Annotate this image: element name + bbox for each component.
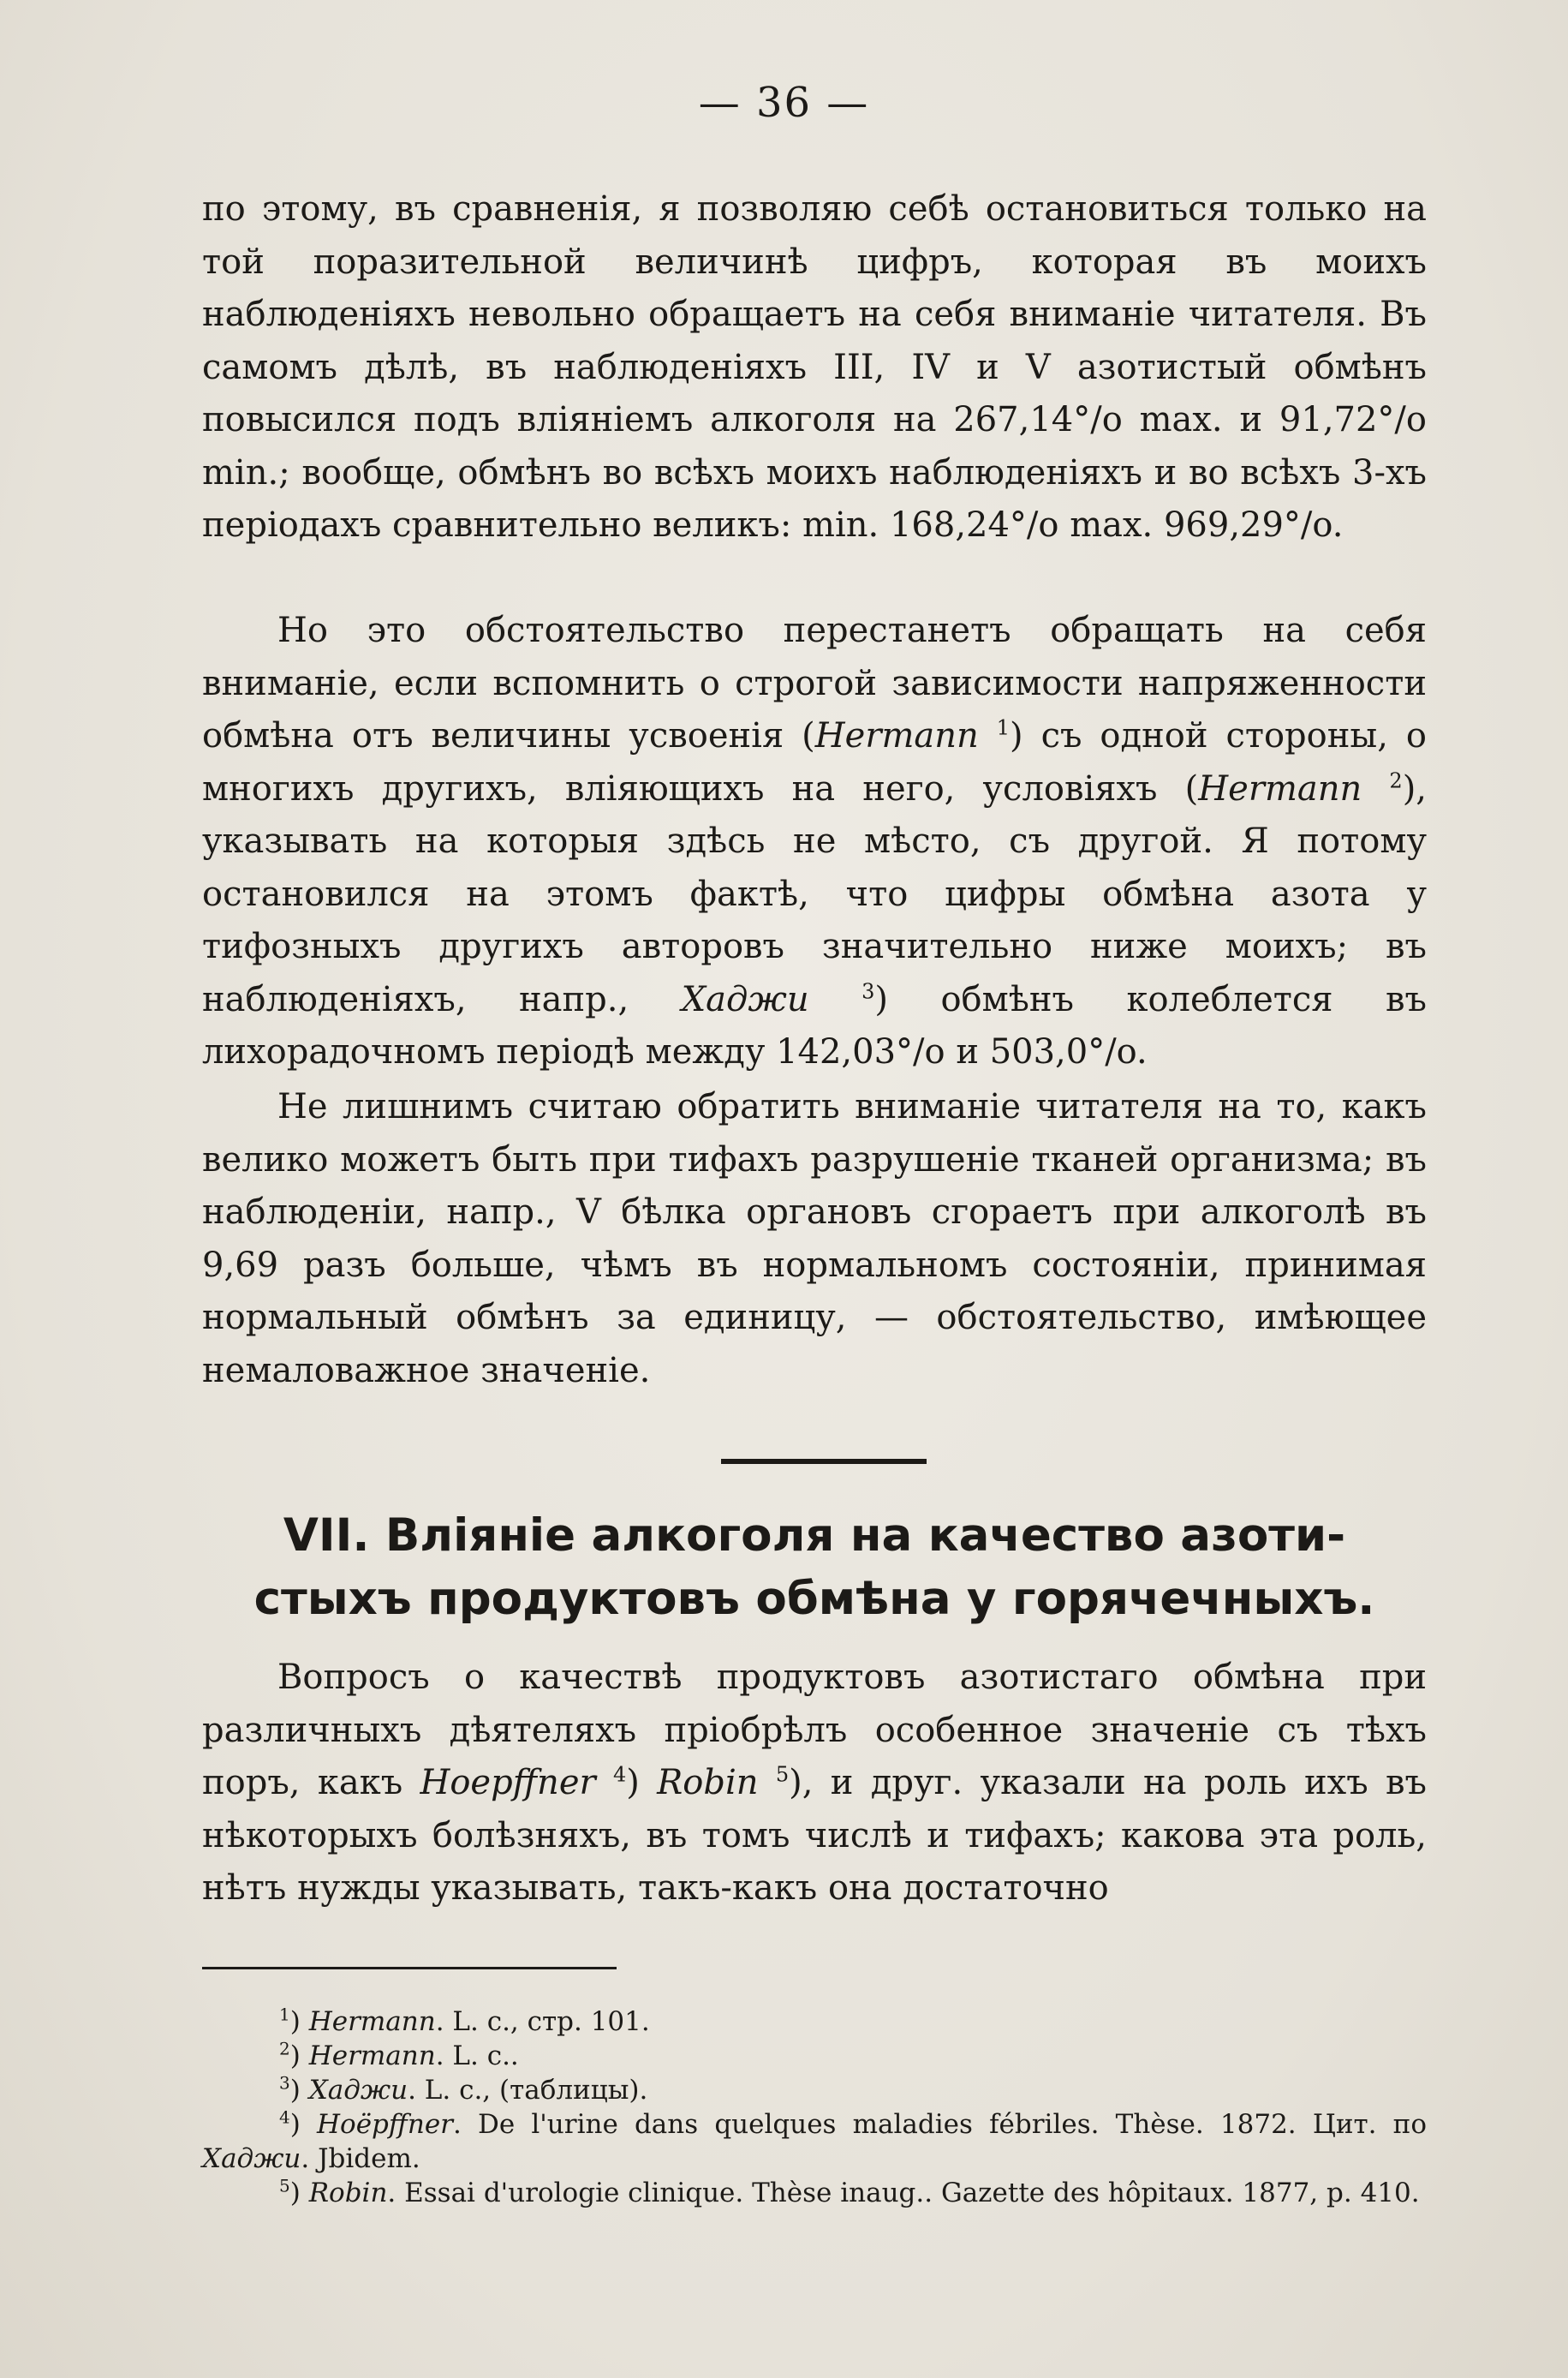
footnote-number: 2 <box>279 2038 290 2059</box>
text-run: ), указывать на которыя здѣсь не мѣсто, съ другой. Я потому остановился на этомъ фактѣ, что цифры обмѣна азота у тифозныхъ другихъ авторовъ значительно ниже моихъ; въ наблюденіяхъ, напр., <box>202 768 1428 1019</box>
footnote-author: Hermann <box>308 2040 436 2071</box>
section-divider <box>721 1459 927 1464</box>
footnote-text: . De l'urine dans quelques maladies fébriles. Thèse. 1872. Цит. по <box>452 2109 1428 2140</box>
footnote-author: Хаджи <box>202 2143 301 2174</box>
footnote-marker: 5 <box>775 1762 790 1787</box>
footnote-author: Hoëpffner <box>317 2109 453 2140</box>
footnote-text: . L. с., (таблицы). <box>408 2075 648 2106</box>
heading-line-1: VII. Вліяніе алкоголя на качество азоти- <box>283 1509 1346 1562</box>
paragraph-4 <box>202 1652 1427 1915</box>
footnote-author: Hermann <box>308 2006 436 2037</box>
paragraph-text: по этому, въ сравненія, я позволяю себѣ остановиться только на той поразительной величинѣ цифръ, которая въ моихъ наблюденіяхъ невольно обращаетъ на себя вниманіе читателя. Въ самомъ дѣлѣ, въ наблюденіяхъ III, IV и V азотистый обмѣнъ повысился подъ вліяніемъ алкоголя на 267,14°/o max. и 91,72°/o min.; вообще, обмѣнъ во всѣхъ моихъ наблюденіяхъ и во всѣхъ 3-хъ періодахъ сравнительно великъ: min. 168,24°/o max. 969,29°/o. <box>202 189 1427 545</box>
footnote-text: . Essai d'urologie clinique. Thèse inaug.. Gazette des hôpitaux. 1877, p. 410. <box>387 2178 1420 2208</box>
text-run: ) съ одной стороны, о многихъ другихъ, вліяющихъ на него, условіяхъ ( <box>202 716 1427 809</box>
footnote-text: . Jbidem. <box>301 2143 420 2174</box>
author-ref-hermann: Hermann <box>1198 768 1362 809</box>
text-run: Вопросъ о качествѣ продуктовъ азотистаго обмѣна при различныхъ дѣятеляхъ пріобрѣлъ особенное значеніе съ тѣхъ поръ, какъ <box>202 1658 1427 1802</box>
footnote-number: 1 <box>279 2004 290 2025</box>
paragraph-3 <box>202 1081 1427 1397</box>
paragraph-continued <box>202 183 1427 553</box>
footnote-item: $^2$) Hermann. L. с.. <box>279 2038 519 2071</box>
section-heading <box>202 1504 1427 1631</box>
footnote-item: $^1$) Hermann. L. с., стр. 101. <box>279 2004 650 2037</box>
paragraph-2 <box>202 605 1427 1079</box>
footnote-item: $^5$) Robin. Essai d'urologie clinique. Thèse inaug.. Gazette des hôpitaux. 1877, p. 410. <box>279 2175 1420 2208</box>
footnote-marker: 4 <box>612 1762 627 1787</box>
footnote-number: 3 <box>279 2072 290 2094</box>
footnote-divider <box>202 1967 617 1969</box>
footnote-number: 4 <box>279 2106 290 2128</box>
page-number: — 36 — <box>698 79 870 127</box>
footnote-author: Robin <box>308 2178 388 2208</box>
footnote-item: $^3$) Хаджи. L. с., (таблицы). <box>279 2072 648 2106</box>
author-ref-hoepffner: Hoepffner <box>420 1763 596 1802</box>
author-ref-hermann: Hermann <box>814 716 979 756</box>
footnote-marker: 3 <box>862 979 875 1004</box>
footnote-marker: 2 <box>1389 768 1403 793</box>
footnote-marker: 1 <box>996 715 1010 740</box>
author-ref-hadzhi: Хаджи <box>681 979 809 1019</box>
text-run: Но это обстоятельство перестанетъ обращать на себя вниманіе, если вспомнить о строгой зависимости напряженности обмѣна отъ величины усвоенія ( <box>202 611 1427 756</box>
footnote-text: . L. с., стр. 101. <box>435 2006 650 2037</box>
author-ref-robin: Robin <box>657 1763 759 1802</box>
paragraph-text: Не лишнимъ считаю обратить вниманіе читателя на то, какъ велико можетъ быть при тифахъ разрушеніе тканей организма; въ наблюденіи, напр., V бѣлка органовъ сгораетъ при алкоголѣ въ 9,69 разъ больше, чѣмъ въ нормальномъ состояніи, принимая нормальный обмѣнъ за единицу, — обстоятельство, имѣющее немаловажное значеніе. <box>202 1087 1427 1390</box>
heading-line-2: стыхъ продуктовъ обмѣна у горячечныхъ. <box>253 1573 1375 1625</box>
footnote-author: Хаджи <box>308 2075 408 2106</box>
footnotes <box>202 2005 1427 2210</box>
footnote-number: 5 <box>279 2175 290 2196</box>
footnote-item: $^4$) Hoëpffner. De l'urine dans quelques maladies fébriles. Thèse. 1872. Цит. по Хаджи. Jbidem. <box>202 2106 1428 2174</box>
text-run: ), и друг. указали на роль ихъ въ нѣкоторыхъ болѣзняхъ, въ томъ числѣ и тифахъ; какова эта роль, нѣтъ нужды указывать, такъ-какъ она достаточно <box>202 1763 1427 1908</box>
text-run: ) <box>626 1763 658 1802</box>
footnote-text: . L. с.. <box>435 2040 519 2071</box>
text-run: ) обмѣнъ колеблется въ лихорадочномъ періодѣ между 142,03°/o и 503,0°/o. <box>202 979 1427 1072</box>
